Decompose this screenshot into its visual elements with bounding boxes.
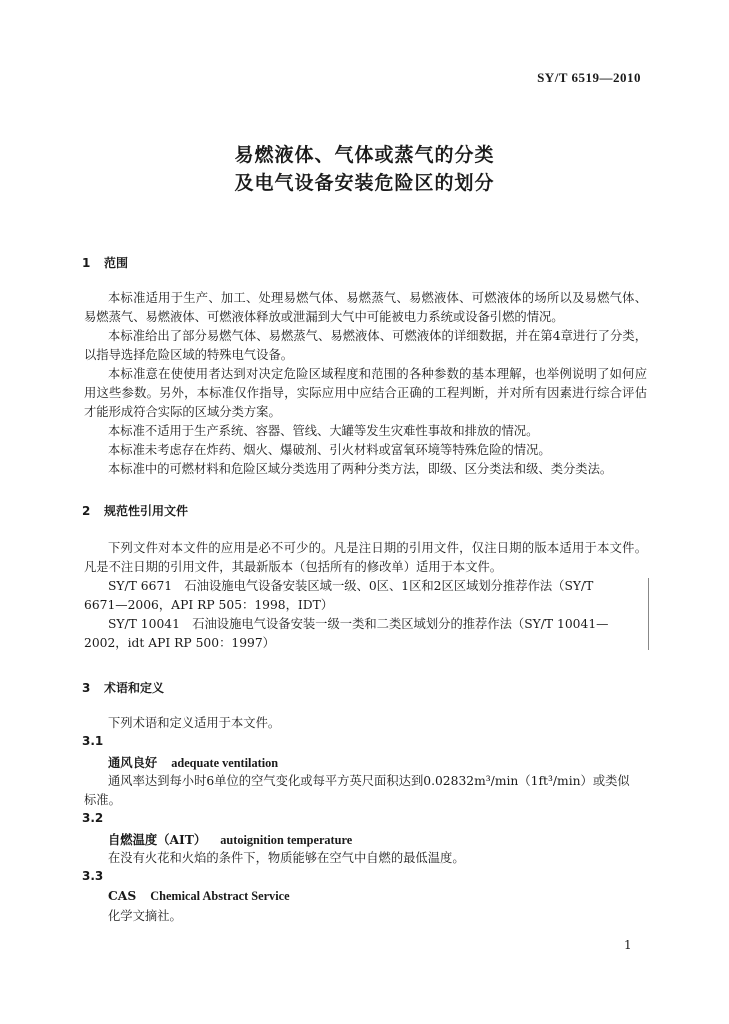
term-3-2-title — [108, 830, 352, 848]
scan-edge-line — [648, 578, 649, 650]
term-3-2-number: 3.2 — [82, 811, 104, 825]
section-3-intro: 下列术语和定义适用于本文件。 — [108, 716, 281, 730]
section-1-para-2: 本标准给出了部分易燃气体、易燃蒸气、易燃液体、可燃液体的详细数据，并在第4章进行了分类，以指导选择危险区域的特殊电气设备。 — [84, 329, 647, 362]
section-number: 2 — [82, 504, 91, 518]
section-number: 3 — [82, 681, 91, 695]
term-3-3-number: 3.3 — [82, 869, 104, 883]
term-3-2-definition: 在没有火花和火焰的条件下，物质能够在空气中自燃的最低温度。 — [108, 851, 465, 865]
section-1-para-5: 本标准未考虑存在炸药、烟火、爆破剂、引火材料或富氧环境等特殊危险的情况。 — [108, 443, 551, 457]
term-en: autoignition temperature — [220, 833, 353, 847]
section-1-para-4: 本标准不适用于生产系统、容器、管线、大罐等发生灾难性事故和排放的情况。 — [108, 424, 539, 438]
term-3-1-number: 3.1 — [82, 734, 104, 748]
section-title: 规范性引用文件 — [104, 504, 189, 518]
section-1-heading — [82, 254, 128, 271]
reference-2-line1: SY/T 10041 石油设施电气设备安装一级一类和二类区域划分的推荐作法（SY/T 10041— — [108, 617, 609, 631]
doc-title-line2: 及电气设备安装危险区的划分 — [234, 172, 495, 194]
term-3-3-title — [108, 888, 290, 904]
section-title: 术语和定义 — [104, 681, 165, 695]
term-3-1-definition-line2: 标准。 — [84, 793, 121, 807]
section-1-para-3: 本标准意在使使用者达到对决定危险区域程度和范围的各种参数的基本理解，也举例说明了如何应用这些参数。另外，本标准仅作指导，实际应用中应结合正确的工程判断，并对所有因素进行综合评估才能形成符合实际的区域分类方案。 — [84, 367, 647, 419]
section-3-heading — [82, 679, 164, 696]
reference-1-line2: 6671—2006，API RP 505：1998，IDT） — [84, 598, 334, 612]
term-cn: 通风良好 — [108, 755, 158, 770]
term-en: Chemical Abstract Service — [150, 889, 290, 903]
term-3-1-definition-line1: 通风率达到每小时6单位的空气变化或每平方英尺面积达到0.02832m³/min（1ft³/min）或类似 — [108, 774, 630, 788]
term-3-1-title — [108, 753, 278, 771]
reference-2-line2: 2002，idt API RP 500：1997） — [84, 636, 275, 650]
standard-code: SY/T 6519—2010 — [537, 70, 641, 85]
section-2-intro: 下列文件对本文件的应用是必不可少的。凡是注日期的引用文件，仅注日期的版本适用于本文件。凡是不注日期的引用文件，其最新版本（包括所有的修改单）适用于本文件。 — [84, 541, 647, 574]
page-number: 1 — [624, 938, 632, 952]
reference-1-line1: SY/T 6671 石油设施电气设备安装区域一级、0区、1区和2区区域划分推荐作法（SY/T — [108, 579, 594, 593]
doc-title-line1: 易燃液体、气体或蒸气的分类 — [234, 144, 495, 166]
section-title: 范围 — [104, 256, 129, 270]
section-2-heading — [82, 502, 188, 519]
term-cn: 自燃温度（AIT） — [108, 832, 207, 847]
term-en: adequate ventilation — [171, 756, 279, 770]
term-3-3-definition: 化学文摘社。 — [108, 909, 182, 923]
section-1-para-6: 本标准中的可燃材料和危险区域分类选用了两种分类方法，即级、区分类法和级、类分类法。 — [108, 462, 613, 476]
section-1-para-1: 本标准适用于生产、加工、处理易燃气体、易燃蒸气、易燃液体、可燃液体的场所以及易燃气体、易燃蒸气、易燃液体、可燃液体释放或泄漏到大气中可能被电力系统或设备引燃的情况。 — [84, 291, 647, 324]
section-number: 1 — [82, 256, 91, 270]
term-cn: CAS — [108, 888, 137, 903]
